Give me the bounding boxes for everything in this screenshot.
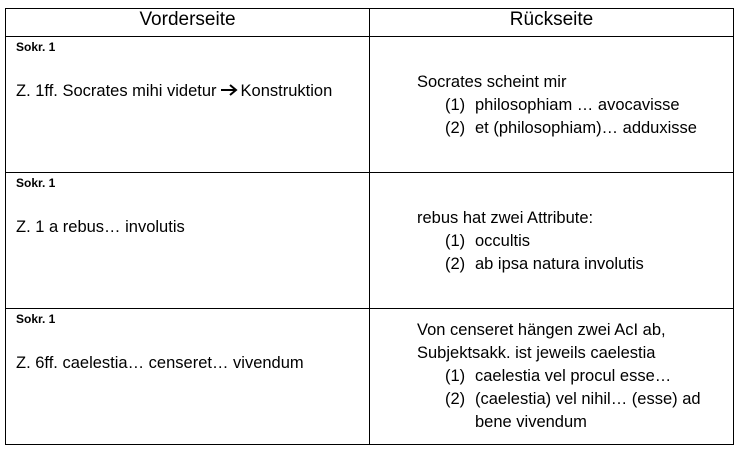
header-row xyxy=(6,9,734,37)
back-line: rebus hat zwei Attribute: xyxy=(417,209,594,227)
card-tag: Sokr. 1 xyxy=(16,40,56,54)
front-text-main: Z. 1ff. Socrates mihi videtur xyxy=(16,82,217,100)
front-cell xyxy=(6,173,370,309)
list-text: occultis xyxy=(475,232,531,250)
back-content xyxy=(417,319,725,434)
front-text: Z. 6ff. caelestia… censeret… vivendum xyxy=(16,354,304,372)
front-cell xyxy=(6,309,370,445)
list-number: (2) xyxy=(445,119,466,137)
back-list xyxy=(417,230,644,276)
list-text: (caelestia) vel nihil… (esse) ad bene vivendum xyxy=(475,390,701,431)
back-list-item xyxy=(417,230,644,253)
list-number: (2) xyxy=(445,390,466,408)
card-tag: Sokr. 1 xyxy=(16,312,56,326)
front-text xyxy=(16,82,332,101)
card-row xyxy=(6,37,734,173)
back-list-item xyxy=(417,365,725,388)
back-line: Von censeret hängen zwei AcI ab, xyxy=(417,321,666,339)
arrow-right-icon xyxy=(219,83,239,97)
back-content xyxy=(417,71,697,140)
back-list xyxy=(417,94,697,140)
front-text-after-arrow: Konstruktion xyxy=(240,82,333,100)
list-number: (2) xyxy=(445,255,466,273)
front-column-header: Vorderseite xyxy=(6,9,370,37)
list-text: et (philosophiam)… adduxisse xyxy=(475,119,697,137)
back-line: Socrates scheint mir xyxy=(417,73,567,91)
list-text: caelestia vel procul esse… xyxy=(475,367,672,385)
list-number: (1) xyxy=(445,96,466,114)
card-row xyxy=(6,173,734,309)
list-text: philosophiam … avocavisse xyxy=(475,96,680,114)
flashcard-table xyxy=(5,8,734,445)
back-cell xyxy=(370,173,734,309)
back-content xyxy=(417,207,644,276)
list-number: (1) xyxy=(445,367,466,385)
card-tag: Sokr. 1 xyxy=(16,176,56,190)
back-list-item xyxy=(417,117,697,140)
back-list-item xyxy=(417,253,644,276)
back-list xyxy=(417,365,725,434)
back-line: Subjektsakk. ist jeweils caelestia xyxy=(417,344,656,362)
front-text: Z. 1 a rebus… involutis xyxy=(16,218,185,236)
back-cell xyxy=(370,37,734,173)
back-cell xyxy=(370,309,734,445)
back-column-header: Rückseite xyxy=(370,9,734,37)
back-list-item xyxy=(417,388,725,434)
card-row xyxy=(6,309,734,445)
list-number: (1) xyxy=(445,232,466,250)
list-text: ab ipsa natura involutis xyxy=(475,255,644,273)
front-cell xyxy=(6,37,370,173)
back-list-item xyxy=(417,94,697,117)
